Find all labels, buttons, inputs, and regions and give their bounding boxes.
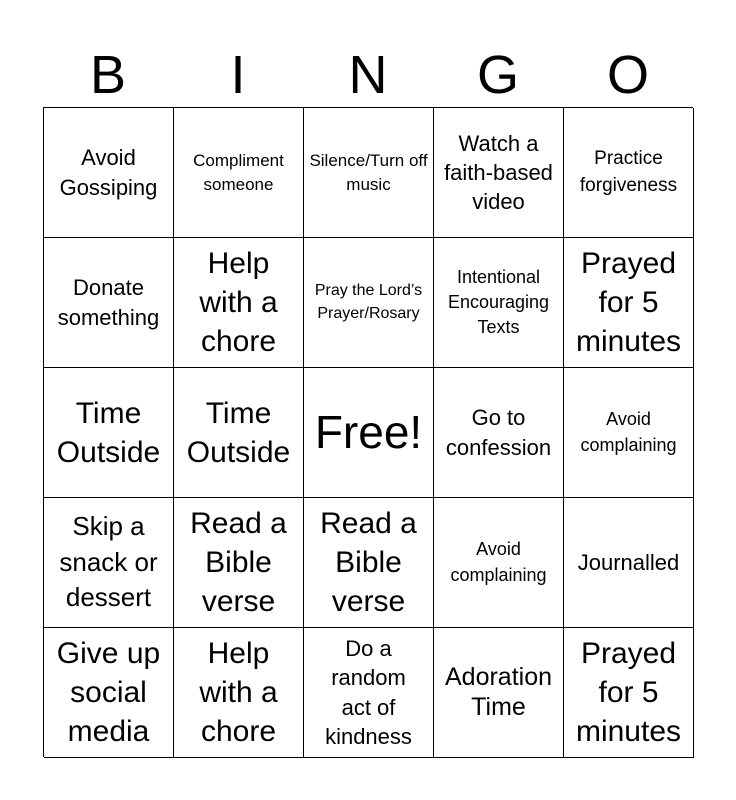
bingo-cell[interactable] (564, 368, 694, 498)
cell-label: Compliment someone (193, 150, 284, 194)
bingo-cell[interactable] (174, 108, 304, 238)
bingo-cell[interactable] (44, 368, 174, 498)
bingo-cell[interactable] (564, 238, 694, 368)
bingo-cell[interactable] (174, 628, 304, 758)
cell-label: Skip a snack or dessert (59, 511, 158, 613)
cell-label: Prayed for 5 minutes (575, 247, 682, 358)
bingo-card-grid (43, 107, 693, 757)
cell-label: Intentional Encouraging Texts (447, 266, 550, 338)
header-letter-b: B (89, 45, 127, 105)
bingo-cell[interactable] (304, 628, 434, 758)
bingo-cell[interactable] (434, 368, 564, 498)
cell-label: Go to confession (445, 405, 552, 460)
header-letter-n: N (348, 45, 388, 105)
cell-label: Read a Bible verse (320, 507, 417, 618)
cell-label: Adoration Time (444, 663, 553, 721)
bingo-cell[interactable] (304, 238, 434, 368)
bingo-cell[interactable] (304, 498, 434, 628)
bingo-cell[interactable] (434, 498, 564, 628)
bingo-cell[interactable] (44, 498, 174, 628)
cell-label: Practice forgiveness (579, 147, 678, 196)
header-letter-o: O (606, 45, 649, 105)
cell-label: Avoid complaining (450, 539, 547, 585)
free-space-label: Free! (314, 406, 423, 459)
bingo-cell[interactable] (434, 628, 564, 758)
cell-label: Prayed for 5 minutes (575, 637, 682, 748)
cell-label: Donate something (57, 275, 160, 330)
cell-label: Help with a chore (199, 247, 278, 358)
cell-label: Avoid Gossiping (59, 145, 158, 200)
bingo-cell[interactable] (44, 108, 174, 238)
cell-label: Give up social media (56, 637, 161, 748)
bingo-cell[interactable] (44, 238, 174, 368)
bingo-cell[interactable] (44, 628, 174, 758)
bingo-cell[interactable] (564, 628, 694, 758)
cell-label: Avoid complaining (580, 409, 677, 455)
bingo-cell[interactable] (564, 108, 694, 238)
bingo-header (43, 44, 693, 106)
cell-label: Read a Bible verse (190, 507, 287, 618)
bingo-cell[interactable] (174, 368, 304, 498)
bingo-cell[interactable] (434, 108, 564, 238)
cell-label: Time Outside (186, 396, 291, 469)
cell-label: Help with a chore (199, 637, 278, 748)
bingo-cell[interactable] (564, 498, 694, 628)
bingo-cell[interactable] (174, 498, 304, 628)
cell-label: Silence/Turn off music (309, 150, 428, 194)
free-space-cell[interactable] (304, 368, 434, 498)
bingo-cell[interactable] (174, 238, 304, 368)
cell-label: Watch a faith-based video (444, 130, 553, 215)
header-letter-g: G (476, 45, 519, 105)
cell-label: Do a random act of kindness (325, 636, 412, 749)
bingo-cell[interactable] (304, 108, 434, 238)
cell-label: Journalled (577, 549, 680, 575)
cell-label: Pray the Lord’s Prayer/Rosary (314, 282, 423, 322)
cell-label: Time Outside (56, 396, 161, 469)
header-letter-i: I (230, 45, 246, 105)
bingo-cell[interactable] (434, 238, 564, 368)
